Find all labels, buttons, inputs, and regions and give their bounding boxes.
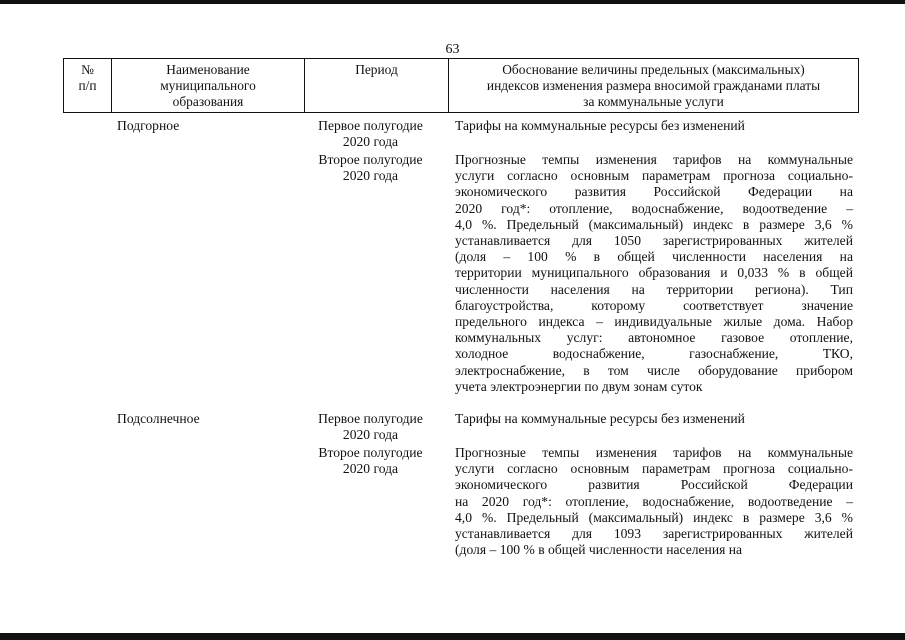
- paragraph-line: (доля – 100 % в общей численности населения на: [455, 249, 853, 265]
- paragraph-line: учета электроэнергии по двум зонам суток: [455, 378, 703, 394]
- paragraph-line: численности населения на территории региона). Тип: [455, 281, 853, 297]
- paragraph-line: благоустройства, которому соответствует значение: [455, 297, 853, 313]
- header-period: Период: [355, 62, 398, 77]
- header-divider: [858, 59, 859, 112]
- paragraph-line: территории муниципального образования и 0,033 % в общей: [455, 265, 853, 281]
- justification-paragraph: [455, 445, 853, 558]
- paragraph-line: на 2020 год*: отопление, водоснабжение, водоотведение –: [455, 493, 853, 509]
- justification-text: Тарифы на коммунальные ресурсы без изменений: [455, 411, 745, 426]
- paragraph-line: Прогнозные темпы изменения тарифов на коммунальные: [455, 152, 853, 167]
- municipality-name: Подгорное: [117, 118, 180, 133]
- paragraph-line: устанавливается для 1050 зарегистрированных жителей: [455, 233, 853, 249]
- municipality-name: Подсолнечное: [117, 411, 200, 426]
- header-number: № п/п: [78, 62, 97, 93]
- period-first-half: Первое полугодие 2020 года: [318, 118, 423, 150]
- period-first-half: Первое полугодие 2020 года: [318, 411, 423, 443]
- top-border: [0, 0, 905, 4]
- paragraph-line: устанавливается для 1093 зарегистрированных жителей: [455, 526, 853, 542]
- header-municipality: Наименование муниципального образования: [160, 62, 256, 109]
- justification-paragraph: [455, 152, 853, 395]
- paragraph-line: электроснабжение, в том числе оборудование прибором: [455, 362, 853, 378]
- period-second-half: Второе полугодие 2020 года: [318, 152, 423, 184]
- period-second-half: Второе полугодие 2020 года: [318, 445, 423, 477]
- paragraph-line: предельного индекса – индивидуальные жилые дома. Набор: [455, 314, 853, 330]
- paragraph-line: (доля – 100 % в общей численности населения на: [455, 542, 743, 558]
- bottom-border: [0, 633, 905, 640]
- paragraph-line: 4,0 %. Предельный (максимальный) индекс в размере 3,6 %: [455, 509, 853, 525]
- paragraph-line: услуги согласно основным параметрам прогноза социально-: [455, 168, 853, 184]
- paragraph-line: 2020 год*: отопление, водоснабжение, водоотведение –: [455, 200, 853, 216]
- header-justification: Обоснование величины предельных (максимальных) индексов изменения размера вносимой гражданами платы за коммунальные услуги: [486, 62, 821, 109]
- justification-text: Тарифы на коммунальные ресурсы без изменений: [455, 118, 745, 133]
- paragraph-line: коммунальных услуг: автономное газовое отопление,: [455, 330, 853, 346]
- paragraph-line: 4,0 %. Предельный (максимальный) индекс в размере 3,6 %: [455, 216, 853, 232]
- paragraph-line: услуги согласно основным параметрам прогноза социально-: [455, 461, 853, 477]
- paragraph-line: экономического развития Российской Федерации на: [455, 184, 853, 200]
- paragraph-line: экономического развития Российской Федерации: [455, 477, 853, 493]
- table-header: [63, 58, 859, 113]
- paragraph-line: Прогнозные темпы изменения тарифов на коммунальные: [455, 445, 853, 460]
- page-number: 63: [445, 42, 460, 57]
- paragraph-line: холодное водоснабжение, газоснабжение, ТКО,: [455, 346, 853, 362]
